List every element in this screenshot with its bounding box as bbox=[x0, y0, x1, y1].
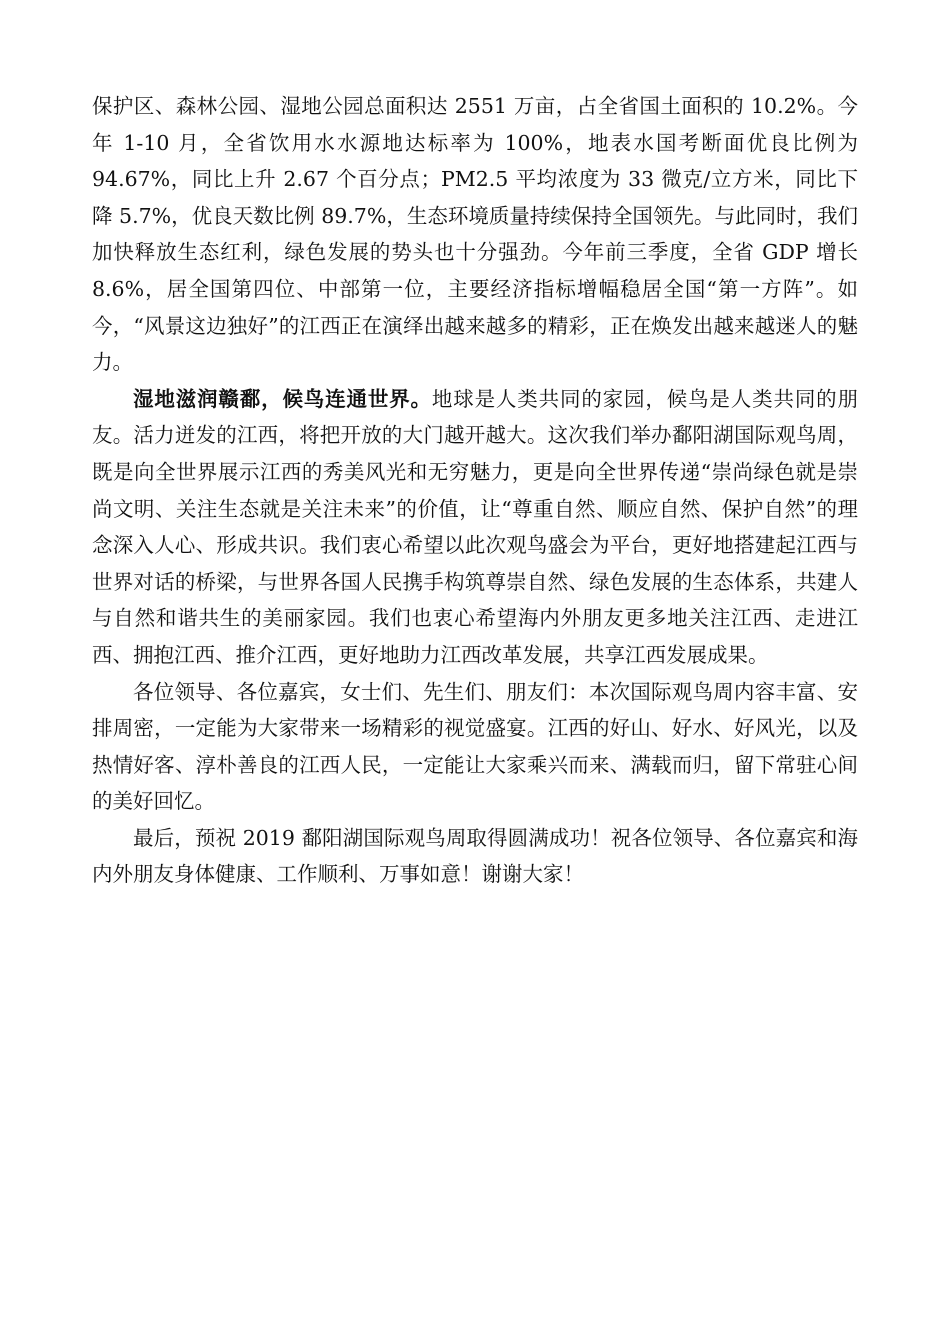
paragraph-ecology-stats bbox=[92, 88, 858, 381]
paragraph-wetland-birds bbox=[92, 381, 858, 674]
paragraph-text: 最后，预祝 2019 鄱阳湖国际观鸟周取得圆满成功！祝各位领导、各位嘉宾和海内外朋友身体健康、工作顺利、万事如意！谢谢大家！ bbox=[92, 825, 858, 887]
paragraph-text: 保护区、森林公园、湿地公园总面积达 2551 万亩，占全省国土面积的 10.2%。今年 1-10 月，全省饮用水水源地达标率为 100%，地表水国考断面优良比例为 94.67%，同比上升 2.67 个百分点；PM2.5 平均浓度为 33 微克/立方米，同比下降 5.7%，优良天数比例 89.7%，生态环境质量持续保持全国领先。与此同时，我们加快释放生态红利，绿色发展的势头也十分强劲。今年前三季度，全省 GDP 增长 8.6%，居全国第四位、中部第一位，主要经济指标增幅稳居全国“第一方阵”。如今，“风景这边独好”的江西正在演绎出越来越多的精彩，正在焕发出越来越迷人的魅力。 bbox=[92, 94, 858, 375]
paragraph-text: 地球是人类共同的家园，候鸟是人类共同的朋友。活力迸发的江西，将把开放的大门越开越大。这次我们举办鄱阳湖国际观鸟周，既是向全世界展示江西的秀美风光和无穷魅力，更是向全世界传递“崇尚绿色就是崇尚文明、关注生态就是关注未来”的价值，让“尊重自然、顺应自然、保护自然”的理念深入人心、形成共识。我们衷心希望以此次观鸟盛会为平台，更好地搭建起江西与世界对话的桥梁，与世界各国人民携手构筑尊崇自然、绿色发展的生态体系，共建人与自然和谐共生的美丽家园。我们也衷心希望海内外朋友更多地关注江西、走进江西、拥抱江西、推介江西，更好地助力江西改革发展，共享江西发展成果。 bbox=[92, 386, 859, 667]
paragraph-greeting bbox=[92, 674, 858, 820]
paragraph-lead-heading: 湿地滋润赣鄱，候鸟连通世界。 bbox=[133, 386, 432, 411]
paragraph-text: 各位领导、各位嘉宾，女士们、先生们、朋友们：本次国际观鸟周内容丰富、安排周密，一定能为大家带来一场精彩的视觉盛宴。江西的好山、好水、好风光，以及热情好客、淳朴善良的江西人民，一定能让大家乘兴而来、满载而归，留下常驻心间的美好回忆。 bbox=[92, 679, 858, 814]
paragraph-closing bbox=[92, 820, 858, 893]
document-page bbox=[92, 88, 858, 893]
